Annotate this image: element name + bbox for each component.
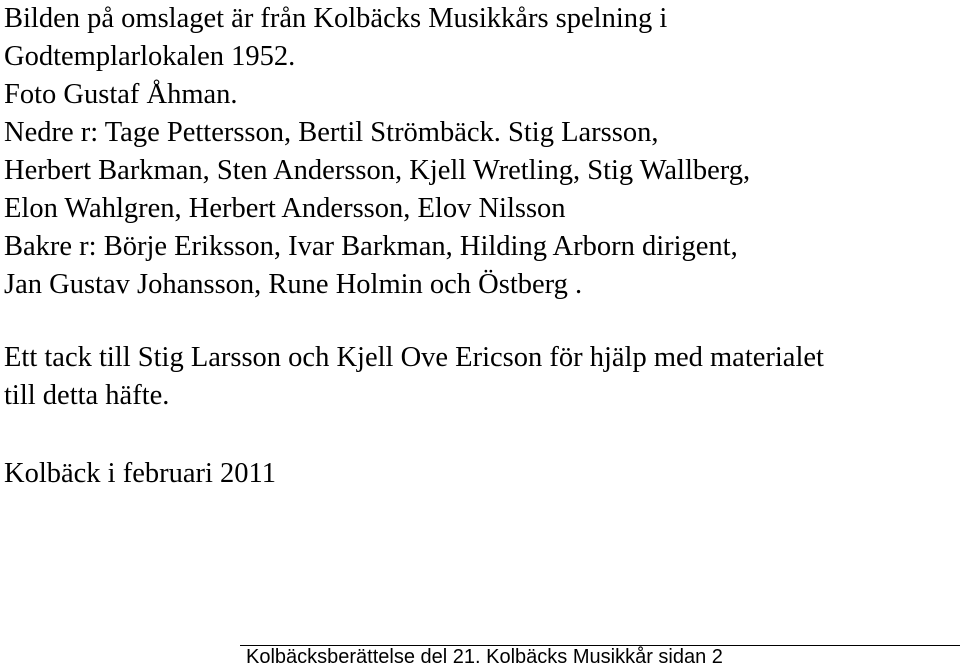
caption-line: Nedre r: Tage Pettersson, Bertil Strömbäck. Stig Larsson,: [4, 117, 659, 148]
caption-line: Herbert Barkman, Sten Andersson, Kjell Wretling, Stig Wallberg,: [4, 155, 751, 186]
caption-line: Bilden på omslaget är från Kolbäcks Musikkårs spelning i: [4, 3, 668, 34]
caption-line: Elon Wahlgren, Herbert Andersson, Elov Nilsson: [4, 193, 566, 224]
caption-line: Bakre r: Börje Eriksson, Ivar Barkman, Hilding Arborn dirigent,: [4, 231, 738, 262]
acknowledgement-line: till detta häfte.: [4, 380, 170, 411]
place-date-text: Kolbäck i februari 2011: [4, 458, 276, 489]
caption-line: Jan Gustav Johansson, Rune Holmin och Östberg .: [4, 269, 583, 300]
footer-text: Kolbäcksberättelse del 21. Kolbäcks Musikkår sidan 2: [246, 646, 723, 668]
acknowledgement-paragraph: [4, 339, 824, 415]
caption-line: Godtemplarlokalen 1952.: [4, 41, 296, 72]
caption-line: Foto Gustaf Åhman.: [4, 79, 238, 110]
photo-caption: [4, 0, 750, 304]
acknowledgement-line: Ett tack till Stig Larsson och Kjell Ove Ericson för hjälp med materialet: [4, 342, 824, 373]
place-date-line: [4, 455, 276, 493]
